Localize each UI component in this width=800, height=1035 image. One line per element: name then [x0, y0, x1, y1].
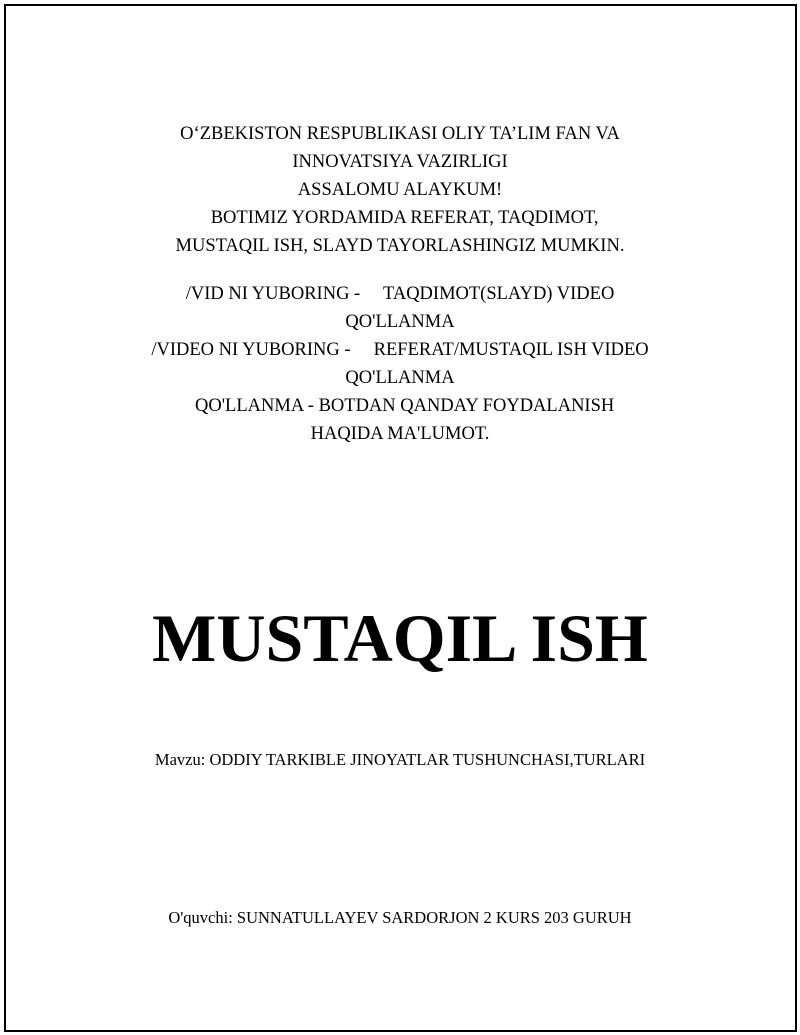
bot-info-line-2: MUSTAQIL ISH, SLAYD TAYORLASHINGIZ MUMKIN.: [175, 236, 625, 256]
student-line: O'quvchi: SUNNATULLAYEV SARDORJON 2 KURS 203 GURUH: [168, 908, 632, 927]
guide-command-line-1: QO'LLANMA - BOTDAN QANDAY FOYDALANISH: [185, 396, 615, 416]
ministry-line-2: INNOVATSIYA VAZIRLIGI: [292, 152, 508, 172]
vid-command-line-1: /VID NI YUBORING - TAQDIMOT(SLAYD) VIDEO: [185, 284, 615, 304]
vid-command-line-2: QO'LLANMA: [345, 312, 455, 332]
video-command-line-2: QO'LLANMA: [345, 368, 455, 388]
guide-command-line-2: HAQIDA MA'LUMOT.: [310, 424, 490, 444]
spacer: [0, 260, 800, 280]
document-title: MUSTAQIL ISH: [152, 600, 648, 676]
video-command-line-1: /VIDEO NI YUBORING - REFERAT/MUSTAQIL ISH VIDEO: [151, 340, 649, 360]
topic-line: Mavzu: ODDIY TARKIBLE JINOYATLAR TUSHUNCHASI,TURLARI: [154, 750, 646, 769]
bot-info-line-1: BOTIMIZ YORDAMIDA REFERAT, TAQDIMOT,: [201, 208, 599, 228]
ministry-line-1: O‘ZBEKISTON RESPUBLIKASI OLIY TA’LIM FAN VA: [180, 124, 620, 144]
greeting-line: ASSALOMU ALAYKUM!: [297, 180, 503, 200]
header-block: [0, 120, 800, 448]
